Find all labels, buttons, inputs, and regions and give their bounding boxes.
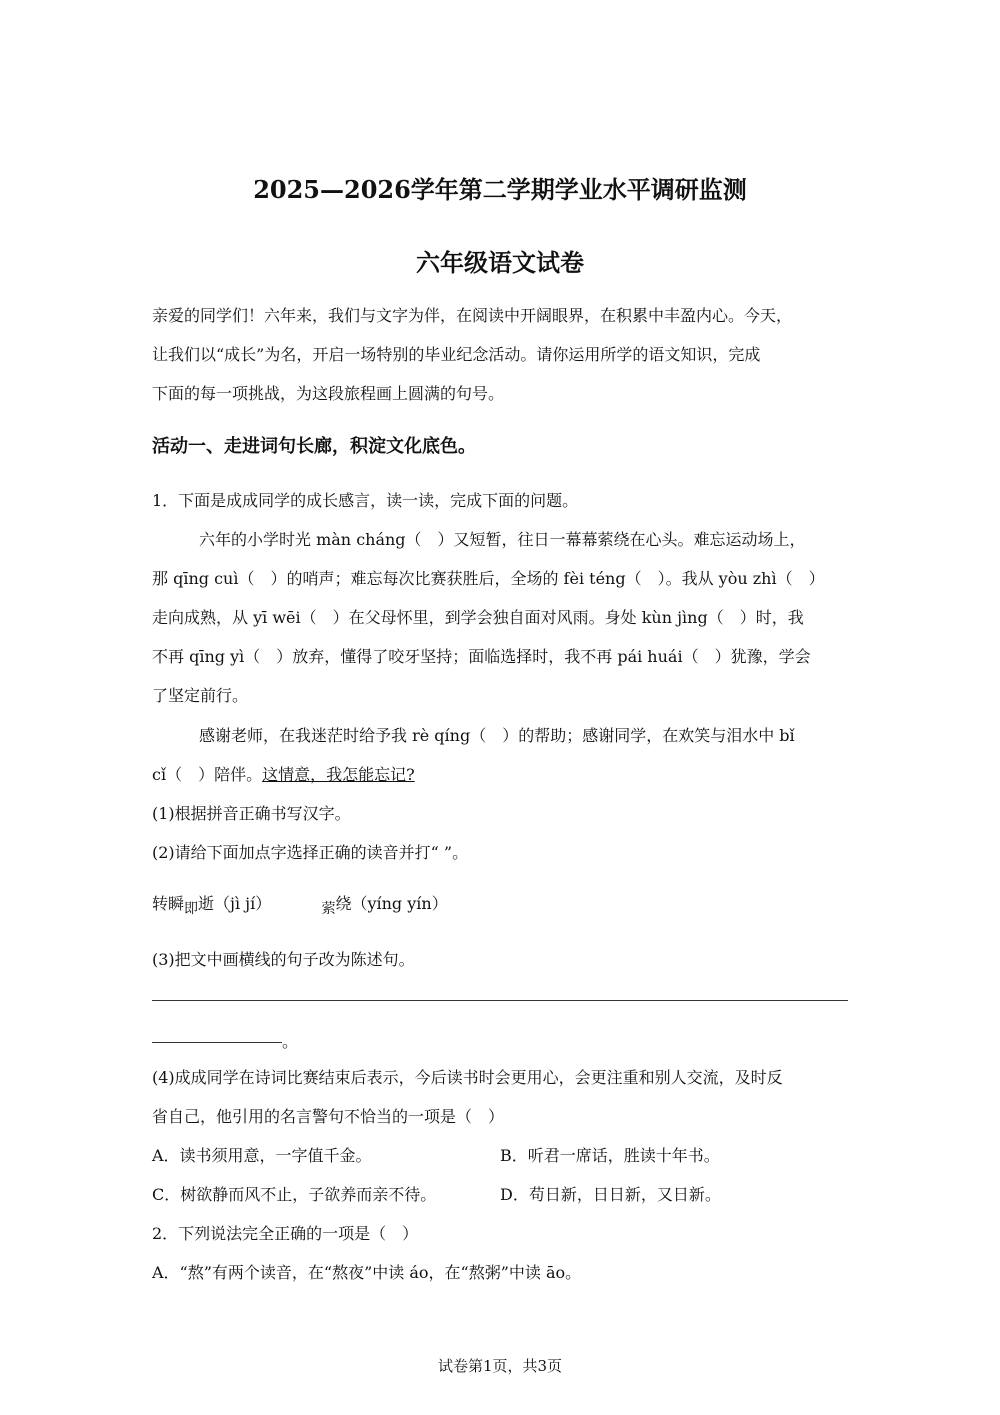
intro-line-1: 亲爱的同学们！六年来，我们与文字为伴，在阅读中开阔眼界，在积累中丰盈内心。今天，: [152, 306, 793, 325]
question-2-option-a: A．“熬”有两个读音，在“熬夜”中读 áo，在“熬粥”中读 āo。: [152, 1263, 582, 1282]
word-1-prefix: 转瞬: [152, 894, 185, 913]
passage-line-7: [152, 755, 852, 794]
word-1-dotted-char: 即: [184, 901, 199, 917]
passage-line-7-text: cǐ（ ）陪伴。: [152, 765, 263, 784]
underlined-sentence: 这情意，我怎能忘记?: [262, 765, 415, 784]
options-row-1: [152, 1136, 852, 1175]
passage-line-4: 不再 qīng yì（ ）放弃，懂得了咬牙坚持；面临选择时，我不再 pái huái（ ）犹豫，学会: [152, 647, 811, 666]
subquestion-1: (1)根据拼音正确书写汉字。: [152, 804, 351, 823]
pronunciation-items: [152, 884, 852, 925]
option-d: D．苟日新，日日新，又日新。: [500, 1185, 721, 1204]
word-1-options: 逝（jì jí）: [198, 894, 272, 913]
passage-line-2: 那 qīng cuì（ ）的哨声；难忘每次比赛获胜后，全场的 fèi téng（ ）。我从 yòu zhì（ ）: [152, 569, 825, 588]
exam-subtitle: 六年级语文试卷: [416, 248, 584, 277]
passage-line-6: 感谢老师，在我迷茫时给予我 rè qíng（ ）的帮助；感谢同学，在欢笑与泪水中 bǐ: [199, 726, 795, 745]
subquestion-2: (2)请给下面加点字选择正确的读音并打“ ”。: [152, 843, 469, 862]
answer-line-2-row: [152, 1022, 852, 1061]
exam-title: 2025—2026学年第二学期学业水平调研监测: [253, 175, 747, 204]
answer-line-2[interactable]: [152, 1042, 282, 1043]
passage-line-5: 了坚定前行。: [152, 686, 249, 705]
answer-line-1[interactable]: [152, 1000, 848, 1001]
answer-line-end: 。: [282, 1032, 299, 1051]
passage-line-3: 走向成熟，从 yī wēi（ ）在父母怀里，到学会独自面对风雨。身处 kùn jìng（ ）时，我: [152, 608, 804, 627]
subquestion-4-line-2: 省自己，他引用的名言警句不恰当的一项是（ ）: [152, 1107, 505, 1126]
option-a: A．读书须用意，一字值千金。: [152, 1146, 372, 1165]
intro-line-2: 让我们以“成长”为名，开启一场特别的毕业纪念活动。请你运用所学的语文知识，完成: [152, 345, 761, 364]
question-2-stem: 2．下列说法完全正确的一项是（ ）: [152, 1224, 419, 1243]
option-b: B．听君一席话，胜读十年书。: [500, 1146, 720, 1165]
subquestion-4-line-1: (4)成成同学在诗词比赛结束后表示，今后读书时会更用心，会更注重和别人交流，及时反: [152, 1068, 783, 1087]
question-1-stem: 1．下面是成成同学的成长感言，读一读，完成下面的问题。: [152, 491, 579, 510]
word-2-dotted-char: 萦: [321, 901, 336, 917]
options-row-2: [152, 1175, 852, 1214]
passage-line-1: 六年的小学时光 màn cháng（ ）又短暂，往日一幕幕萦绕在心头。难忘运动场上，: [199, 530, 806, 549]
option-c: C．树欲静而风不止，子欲养而亲不待。: [152, 1185, 437, 1204]
page-footer: 试卷第1页，共3页: [437, 1357, 563, 1375]
activity-heading: 活动一、走进词句长廊，积淀文化底色。: [152, 436, 476, 457]
subquestion-3: (3)把文中画横线的句子改为陈述句。: [152, 950, 415, 969]
word-2-options: 绕（yíng yín）: [335, 894, 448, 913]
intro-line-3: 下面的每一项挑战，为这段旅程画上圆满的句号。: [152, 384, 505, 403]
